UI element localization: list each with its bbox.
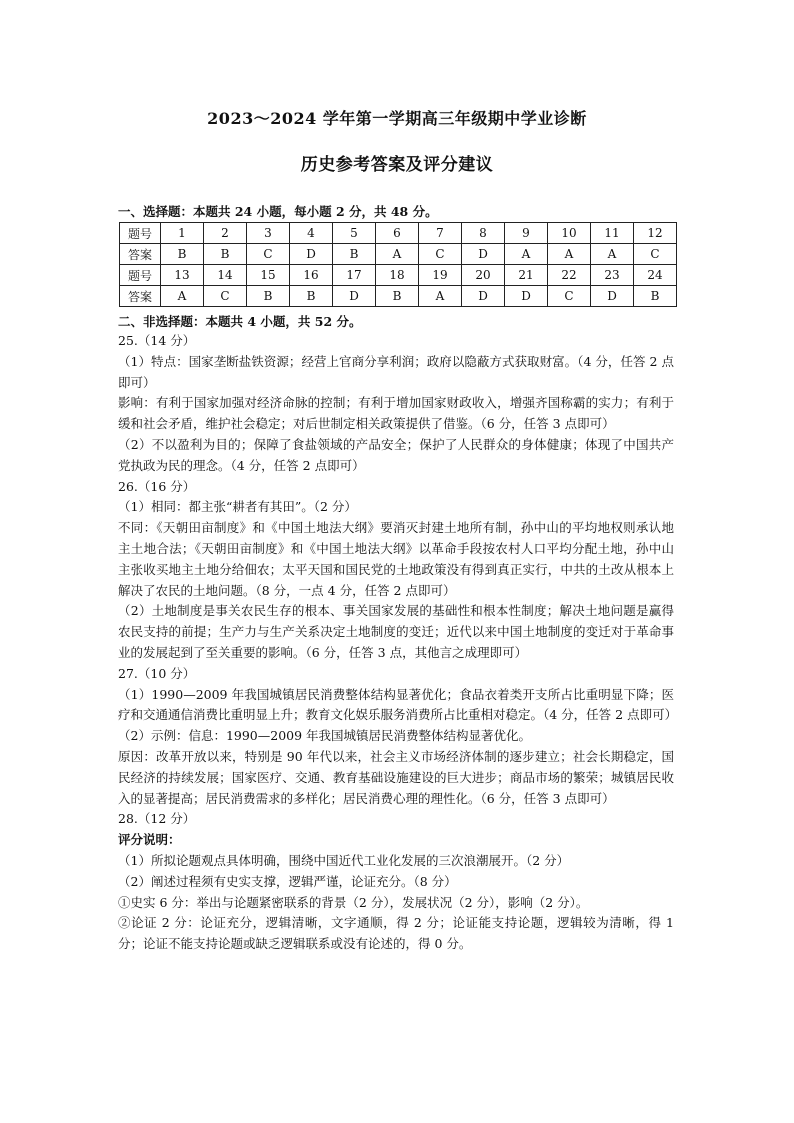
page-title: 2023～2024 学年第一学期高三年级期中学业诊断 xyxy=(207,109,587,128)
table-cell: 17 xyxy=(333,265,376,286)
answer-paragraph: 27.（10 分） xyxy=(118,665,196,681)
table-row-label: 答案 xyxy=(120,244,161,265)
answer-paragraph: 原因：改革开放以来，特别是 90 年代以来，社会主义市场经济体制的逐步建立；社会长期稳定，国民经济的持续发展；国家医疗、交通、教育基础设施建设的巨大进步；商品市场的繁荣；城镇居民收入的显著提高；居民消费需求的多样化；居民消费心理的理性化。（6 分，任答 3 点即可） xyxy=(118,748,674,806)
table-cell: 20 xyxy=(462,265,505,286)
table-answer-row xyxy=(120,286,677,307)
answer-table xyxy=(119,222,677,307)
table-cell: D xyxy=(462,244,505,265)
answer-paragraph: （2）阐述过程须有史实支撑，逻辑严谨，论证充分。（8 分） xyxy=(118,873,457,889)
table-cell: B xyxy=(204,244,247,265)
table-cell: 2 xyxy=(204,223,247,244)
table-cell: A xyxy=(376,244,419,265)
table-cell: B xyxy=(333,244,376,265)
answer-paragraph: ②论证 2 分：论证充分，逻辑清晰，文字通顺，得 2 分；论证能支持论题，逻辑较为清晰，得 1 分；论证不能支持论题或缺乏逻辑联系或没有论述的，得 0 分。 xyxy=(118,915,674,952)
table-cell: 12 xyxy=(634,223,677,244)
answer-paragraph: 影响：有利于国家加强对经济命脉的控制；有利于增加国家财政收入，增强齐国称霸的实力；有利于缓和社会矛盾，维护社会稳定；对后世制定相关政策提供了借鉴。（6 分，任答 3 点即可） xyxy=(118,395,674,432)
table-cell: 24 xyxy=(634,265,677,286)
table-cell: 18 xyxy=(376,265,419,286)
answer-body xyxy=(118,331,678,955)
table-cell: B xyxy=(247,286,290,307)
table-row-label: 答案 xyxy=(120,286,161,307)
table-cell: 9 xyxy=(505,223,548,244)
table-cell: 21 xyxy=(505,265,548,286)
table-cell: 10 xyxy=(548,223,591,244)
table-cell: C xyxy=(419,244,462,265)
answer-paragraph: （2）不以盈利为目的；保障了食盐领域的产品安全；保护了人民群众的身体健康；体现了中国共产党执政为民的理念。（4 分，任答 2 点即可） xyxy=(118,436,674,473)
table-cell: C xyxy=(548,286,591,307)
table-cell: 1 xyxy=(161,223,204,244)
table-cell: 3 xyxy=(247,223,290,244)
table-cell: 11 xyxy=(591,223,634,244)
table-cell: 23 xyxy=(591,265,634,286)
table-cell: B xyxy=(161,244,204,265)
answer-paragraph: （1）特点：国家垄断盐铁资源；经营上官商分享利润；政府以隐蔽方式获取财富。（4 分，任答 2 点即可） xyxy=(118,353,674,390)
section-2-heading: 二、非选择题：本题共 4 小题，共 52 分。 xyxy=(118,314,362,329)
table-cell: D xyxy=(462,286,505,307)
answer-paragraph: 26.（16 分） xyxy=(118,478,196,494)
answer-paragraph: 不同：《天朝田亩制度》和《中国土地法大纲》要消灭封建土地所有制，孙中山的平均地权则承认地主土地合法；《天朝田亩制度》和《中国土地法大纲》以革命手段按农村人口平均分配土地，孙中山主张收买地主土地分给佃农；太平天国和国民党的土地政策没有得到真正实行，中共的土改从根本上解决了农民的土地问题。（8 分，一点 4 分，任答 2 点即可） xyxy=(118,520,674,598)
table-answer-row xyxy=(120,244,677,265)
table-cell: B xyxy=(376,286,419,307)
table-cell: A xyxy=(419,286,462,307)
page-subtitle: 历史参考答案及评分建议 xyxy=(300,155,494,175)
table-cell: B xyxy=(634,286,677,307)
table-cell: 15 xyxy=(247,265,290,286)
table-cell: A xyxy=(161,286,204,307)
table-cell: A xyxy=(505,244,548,265)
table-cell: 7 xyxy=(419,223,462,244)
answer-paragraph: 评分说明： xyxy=(118,832,181,848)
table-cell: 22 xyxy=(548,265,591,286)
table-cell: 13 xyxy=(161,265,204,286)
answer-paragraph: （1）1990—2009 年我国城镇居民消费整体结构显著优化；食品衣着类开支所占比重明显下降；医疗和交通通信消费比重明显上升；教育文化娱乐服务消费所占比重相对稳定。（4 分，任答 2 点即可） xyxy=(118,686,678,723)
table-cell: 6 xyxy=(376,223,419,244)
section-1-heading: 一、选择题：本题共 24 小题，每小题 2 分，共 48 分。 xyxy=(118,204,438,219)
table-number-row xyxy=(120,223,677,244)
table-cell: C xyxy=(634,244,677,265)
answer-paragraph: （2）示例：信息：1990—2009 年我国城镇居民消费整体结构显著优化。 xyxy=(118,728,532,744)
table-row-label: 题号 xyxy=(120,223,161,244)
answer-paragraph: 28.（12 分） xyxy=(118,811,196,827)
table-cell: D xyxy=(290,244,333,265)
table-cell: 5 xyxy=(333,223,376,244)
answer-paragraph: （1）相同：都主张“耕者有其田”。（2 分） xyxy=(118,499,357,515)
table-cell: 4 xyxy=(290,223,333,244)
table-cell: 16 xyxy=(290,265,333,286)
answer-paragraph: （1）所拟论题观点具体明确，围绕中国近代工业化发展的三次浪潮展开。（2 分） xyxy=(118,852,570,868)
table-cell: B xyxy=(290,286,333,307)
table-row-label: 题号 xyxy=(120,265,161,286)
table-cell: A xyxy=(591,244,634,265)
table-cell: A xyxy=(548,244,591,265)
table-cell: D xyxy=(333,286,376,307)
table-cell: 8 xyxy=(462,223,505,244)
table-cell: D xyxy=(591,286,634,307)
table-cell: 19 xyxy=(419,265,462,286)
table-cell: D xyxy=(505,286,548,307)
answer-paragraph: ①史实 6 分：举出与论题紧密联系的背景（2 分），发展状况（2 分），影响（2 分）。 xyxy=(118,894,589,910)
answer-paragraph: （2）土地制度是事关农民生存的根本、事关国家发展的基础性和根本性制度；解决土地问题是赢得农民支持的前提；生产力与生产关系决定土地制度的变迁；近代以来中国土地制度的变迁对于革命事业的发展起到了至关重要的影响。（6 分，任答 3 点，其他言之成理即可） xyxy=(118,603,674,660)
table-cell: 14 xyxy=(204,265,247,286)
table-cell: C xyxy=(204,286,247,307)
answer-paragraph: 25.（14 分） xyxy=(118,333,196,348)
table-cell: C xyxy=(247,244,290,265)
table-number-row xyxy=(120,265,677,286)
